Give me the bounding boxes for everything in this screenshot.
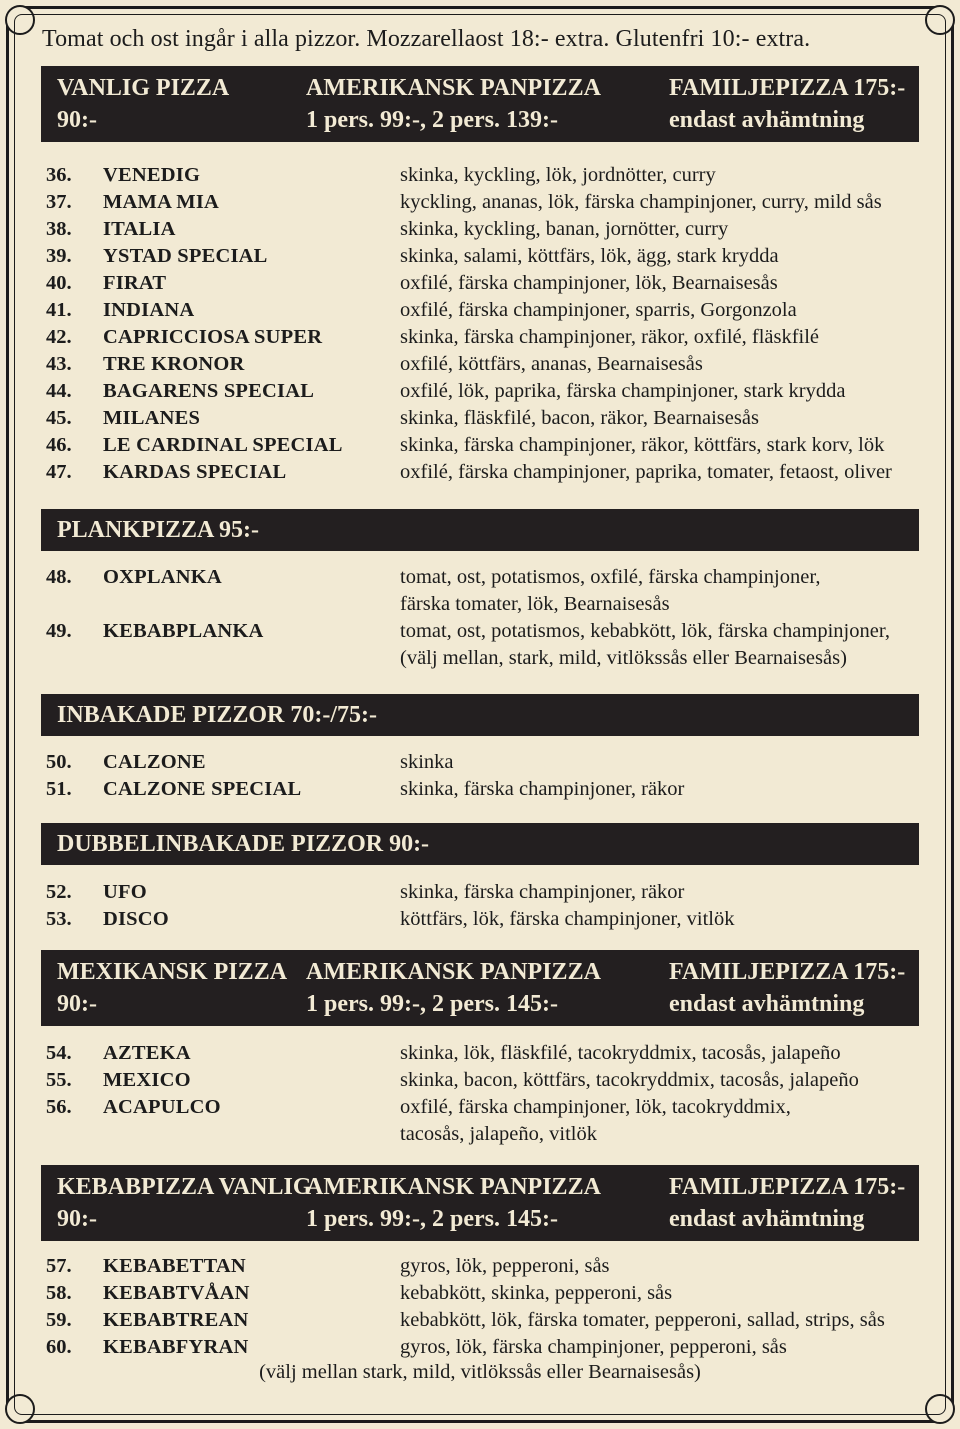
- item-number: 39.: [46, 245, 72, 267]
- menu-item: [46, 749, 926, 776]
- menu-item: [46, 564, 926, 618]
- header-price: 90:-: [57, 991, 97, 1017]
- item-ingredients: skinka, färska champinjoner, räkor, köttfärs, stark korv, lök: [400, 434, 885, 456]
- item-number: 60.: [46, 1336, 72, 1358]
- item-name: OXPLANKA: [103, 566, 222, 588]
- header-title: MEXIKANSK PIZZA: [57, 959, 288, 985]
- item-name: MEXICO: [103, 1069, 191, 1091]
- header-title: AMERIKANSK PANPIZZA: [306, 959, 601, 985]
- item-number: 49.: [46, 620, 72, 642]
- menu-item: [46, 162, 926, 189]
- item-number: 44.: [46, 380, 72, 402]
- item-ingredients: skinka, bacon, köttfärs, tacokryddmix, tacosås, jalapeño: [400, 1069, 859, 1091]
- section-header-plankpizza: [41, 509, 919, 551]
- menu-list-vanlig: [46, 162, 926, 486]
- item-ingredients: skinka, kyckling, banan, jornötter, curry: [400, 218, 729, 240]
- menu-item: [46, 1067, 926, 1094]
- menu-intro-text: Tomat och ost ingår i alla pizzor. Mozzarellaost 18:- extra. Glutenfri 10:- extra.: [42, 26, 811, 52]
- menu-item: [46, 270, 926, 297]
- item-name: INDIANA: [103, 299, 195, 321]
- header-price: 1 pers. 99:-, 2 pers. 139:-: [306, 107, 558, 133]
- item-number: 59.: [46, 1309, 72, 1331]
- item-number: 54.: [46, 1042, 72, 1064]
- item-ingredients: skinka, lök, fläskfilé, tacokryddmix, tacosås, jalapeño: [400, 1042, 841, 1064]
- menu-item: [46, 879, 926, 906]
- item-name: YSTAD SPECIAL: [103, 245, 268, 267]
- header-price: 90:-: [57, 107, 97, 133]
- menu-item: [46, 1040, 926, 1067]
- item-ingredients: skinka, salami, köttfärs, lök, ägg, stark krydda: [400, 245, 779, 267]
- item-ingredients: tomat, ost, potatismos, kebabkött, lök, färska champinjoner,: [400, 620, 890, 642]
- section-header-inbakade: [41, 694, 919, 736]
- menu-item: [46, 1280, 926, 1307]
- item-number: 51.: [46, 778, 72, 800]
- item-number: 46.: [46, 434, 72, 456]
- header-price: 1 pers. 99:-, 2 pers. 145:-: [306, 1206, 558, 1232]
- menu-item: [46, 297, 926, 324]
- item-ingredients: skinka, färska champinjoner, räkor, oxfilé, fläskfilé: [400, 326, 820, 348]
- item-ingredients: tomat, ost, potatismos, oxfilé, färska champinjoner,: [400, 566, 821, 588]
- item-ingredients: oxfilé, köttfärs, ananas, Bearnaisesås: [400, 353, 703, 375]
- item-number: 41.: [46, 299, 72, 321]
- item-name: KEBABFYRAN: [103, 1336, 249, 1358]
- menu-item: [46, 189, 926, 216]
- item-number: 43.: [46, 353, 72, 375]
- menu-item: [46, 432, 926, 459]
- item-number: 48.: [46, 566, 72, 588]
- menu-item: [46, 459, 926, 486]
- menu-list-inbakade: [46, 749, 926, 803]
- item-ingredients-continued: tacosås, jalapeño, vitlök: [400, 1123, 597, 1145]
- item-name: AZTEKA: [103, 1042, 191, 1064]
- item-number: 56.: [46, 1096, 72, 1118]
- item-name: KEBABTVÅAN: [103, 1282, 250, 1304]
- item-number: 58.: [46, 1282, 72, 1304]
- menu-item: [46, 1253, 926, 1280]
- menu-list-kebabpizza: [46, 1253, 926, 1361]
- menu-item: [46, 1307, 926, 1334]
- header-title: FAMILJEPIZZA 175:-: [669, 1174, 906, 1200]
- item-name: KEBABPLANKA: [103, 620, 264, 642]
- item-ingredients-continued: (välj mellan, stark, mild, vitlökssås eller Bearnaisesås): [400, 647, 847, 669]
- item-name: ACAPULCO: [103, 1096, 221, 1118]
- item-ingredients: oxfilé, färska champinjoner, sparris, Gorgonzola: [400, 299, 797, 321]
- menu-item: [46, 906, 926, 933]
- item-ingredients: gyros, lök, färska champinjoner, pepperoni, sås: [400, 1336, 787, 1358]
- header-note: endast avhämtning: [669, 107, 865, 133]
- item-ingredients: skinka, kyckling, lök, jordnötter, curry: [400, 164, 716, 186]
- item-ingredients: oxfilé, färska champinjoner, lök, tacokryddmix,: [400, 1096, 791, 1118]
- menu-item: [46, 216, 926, 243]
- item-ingredients: köttfärs, lök, färska champinjoner, vitlök: [400, 908, 735, 930]
- item-number: 42.: [46, 326, 72, 348]
- header-price: 90:-: [57, 1206, 97, 1232]
- item-name: DISCO: [103, 908, 169, 930]
- item-number: 36.: [46, 164, 72, 186]
- item-ingredients: kebabkött, skinka, pepperoni, sås: [400, 1282, 673, 1304]
- item-ingredients: gyros, lök, pepperoni, sås: [400, 1255, 610, 1277]
- menu-item: [46, 243, 926, 270]
- header-title: AMERIKANSK PANPIZZA: [306, 75, 601, 101]
- item-name: MAMA MIA: [103, 191, 220, 213]
- section-header-dubbelinbakade: [41, 823, 919, 865]
- item-ingredients: kyckling, ananas, lök, färska champinjoner, curry, mild sås: [400, 191, 882, 213]
- header-title: FAMILJEPIZZA 175:-: [669, 75, 906, 101]
- header-title: KEBABPIZZA VANLIG: [57, 1174, 312, 1200]
- header-price: 1 pers. 99:-, 2 pers. 145:-: [306, 991, 558, 1017]
- header-title: AMERIKANSK PANPIZZA: [306, 1174, 601, 1200]
- menu-item: [46, 405, 926, 432]
- item-number: 47.: [46, 461, 72, 483]
- section-header-vanlig: [41, 66, 919, 142]
- header-title: FAMILJEPIZZA 175:-: [669, 959, 906, 985]
- item-name: CAPRICCIOSA SUPER: [103, 326, 323, 348]
- section-header-mexikansk: [41, 950, 919, 1026]
- item-number: 40.: [46, 272, 72, 294]
- section-header-kebabpizza: [41, 1165, 919, 1241]
- menu-item: [46, 1334, 926, 1361]
- menu-item: [46, 618, 926, 672]
- header-title: DUBBELINBAKADE PIZZOR 90:-: [57, 831, 430, 857]
- item-ingredients: oxfilé, lök, paprika, färska champinjoner, stark krydda: [400, 380, 846, 402]
- item-ingredients: skinka: [400, 751, 454, 773]
- item-number: 52.: [46, 881, 72, 903]
- item-ingredients: oxfilé, färska champinjoner, lök, Bearnaisesås: [400, 272, 778, 294]
- item-name: LE CARDINAL SPECIAL: [103, 434, 343, 456]
- item-ingredients: oxfilé, färska champinjoner, paprika, tomater, fetaost, oliver: [400, 461, 892, 483]
- sauce-choice-note: (välj mellan stark, mild, vitlökssås eller Bearnaisesås): [259, 1361, 701, 1383]
- menu-item: [46, 324, 926, 351]
- header-title: VANLIG PIZZA: [57, 75, 230, 101]
- item-ingredients: skinka, fläskfilé, bacon, räkor, Bearnaisesås: [400, 407, 759, 429]
- item-name: BAGARENS SPECIAL: [103, 380, 315, 402]
- header-title: INBAKADE PIZZOR 70:-/75:-: [57, 702, 378, 728]
- item-name: FIRAT: [103, 272, 167, 294]
- menu-item: [46, 351, 926, 378]
- item-ingredients: skinka, färska champinjoner, räkor: [400, 778, 685, 800]
- menu-item: [46, 378, 926, 405]
- header-title: PLANKPIZZA 95:-: [57, 517, 260, 543]
- item-name: KARDAS SPECIAL: [103, 461, 287, 483]
- item-name: MILANES: [103, 407, 201, 429]
- item-name: CALZONE SPECIAL: [103, 778, 302, 800]
- menu-item: [46, 1094, 926, 1148]
- item-name: TRE KRONOR: [103, 353, 245, 375]
- item-number: 57.: [46, 1255, 72, 1277]
- item-number: 55.: [46, 1069, 72, 1091]
- item-name: KEBABTREAN: [103, 1309, 249, 1331]
- menu-list-plankpizza: [46, 564, 926, 672]
- menu-item: [46, 776, 926, 803]
- menu-list-mexikansk: [46, 1040, 926, 1148]
- item-ingredients: skinka, färska champinjoner, räkor: [400, 881, 685, 903]
- item-number: 37.: [46, 191, 72, 213]
- item-name: VENEDIG: [103, 164, 201, 186]
- item-ingredients-continued: färska tomater, lök, Bearnaisesås: [400, 593, 670, 615]
- item-number: 53.: [46, 908, 72, 930]
- item-number: 50.: [46, 751, 72, 773]
- item-name: UFO: [103, 881, 147, 903]
- item-number: 45.: [46, 407, 72, 429]
- item-name: ITALIA: [103, 218, 176, 240]
- item-number: 38.: [46, 218, 72, 240]
- menu-list-dubbelinbakade: [46, 879, 926, 933]
- item-name: KEBABETTAN: [103, 1255, 246, 1277]
- item-ingredients: kebabkött, lök, färska tomater, pepperoni, sallad, strips, sås: [400, 1309, 885, 1331]
- item-name: CALZONE: [103, 751, 206, 773]
- header-note: endast avhämtning: [669, 991, 865, 1017]
- header-note: endast avhämtning: [669, 1206, 865, 1232]
